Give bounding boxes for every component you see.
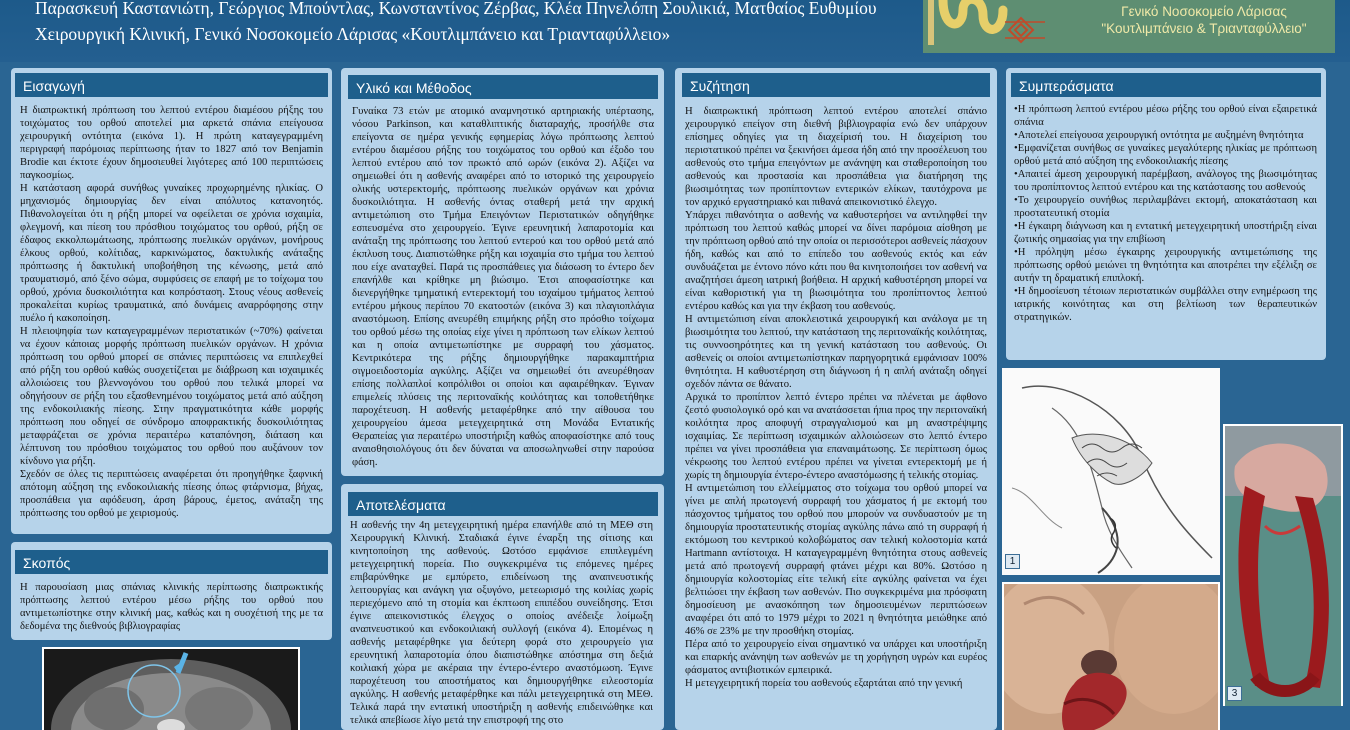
authors: Παρασκευή Καστανιώτη, Γεώργιος Μπούντλας, Κωνσταντίνος Ζέρβας, Κλέα Πηνελόπη Σουλικιά, Ματθαίος Ευθυμίου [35, 0, 877, 18]
intro-body [20, 104, 323, 520]
conclusion-item: •Απαιτεί άμεση χειρουργική παρέμβαση, ανάλογος της βιωσιμότητας του προπίπτοντος λεπτού εντέρου και της κατάστασης του ασθενούς [1014, 169, 1317, 193]
results-heading: Αποτελέσματα [348, 492, 658, 516]
intestine-logo-icon [923, 0, 1053, 53]
intro-panel [11, 68, 332, 534]
affiliation: Χειρουργική Κλινική, Γενικό Νοσοκομείο Λάρισας «Κουτλιμπάνειο και Τριανταφύλλειο» [35, 24, 671, 44]
resected-bowel-graphic [1225, 426, 1341, 706]
logo-line-2: "Κουτλιμπάνειο & Τριανταφύλλειο" [1101, 21, 1307, 36]
discussion-paragraph: Η μετεγχειρητική πορεία του ασθενούς εξαρτάται από την γενική [685, 678, 963, 689]
poster-header [0, 0, 1350, 62]
discussion-paragraph: Η αντιμετώπιση είναι αποκλειστικά χειρουργική και ανάλογα με τη βιωσιμότητα του λεπτού, την κατάσταση της περιτοναϊκής κοιλότητας, τις συννοσηρότητες και τη γενική κατάσταση του ασθενούς. Οι ασθενείς οι οποίοι αντιμετωπίστηκαν παρηγορητικά εμφάνισαν 100% θνητότητα. Η καθυστέρηση στη διάγνωση ή η απλή ανάταξη οδηγεί σχεδόν πάντα σε θάνατο. [685, 314, 987, 390]
discussion-paragraph: Αρχικά το προπίπτον λεπτό έντερο πρέπει να πλένεται με άφθονο ζεστό φυσιολογικό ορό και να ανατάσσεται ήπια προς την περιτοναϊκή κοιλότητα προς αποφυγή στραγγαλισμού και μη αναστρέψιμης ισχαιμίας. Σε περίπτωση ισχαιμικών αλλοιώσεων στο λεπτό έντερο πρέπει να γίνει προσπάθεια για επαναιμάτωσης. Σε περίπτωση όμως νέκρωσης του λεπτού εντέρου πρέπει να γίνεται εντερεκτομή με ή χωρίς τη δημιουργία έντερο-έντερο αναστόμωσης ή τελικής στομίας. [685, 392, 987, 481]
conclusion-item: •Η πρόληψη μέσω έγκαιρης χειρουργικής αντιμετώπισης της πρόπτωσης ορθού μειώνει τη θνητότητα και αποτρέπει την εξέλιξη σε αυτήν τη δραματική επιπλοκή. [1014, 247, 1317, 284]
intro-paragraph: Σχεδόν σε όλες τις περιπτώσεις αναφέρεται ότι προηγήθηκε ξαφνική απότομη αύξηση της ενδοκοιλιακής πίεσης όπως φτάρνισμα, βήχας, προσπάθεια για αφόδευση, άρση βάρους, έμετος, ανάταξη της πρόπτωσης του ορθού με χειρισμούς. [20, 469, 323, 519]
methods-heading: Υλικό και Μέθοδος [348, 75, 658, 99]
conclusion-item: •Η πρόπτωση λεπτού εντέρου μέσω ρήξης του ορθού είναι εξαιρετικά σπάνια [1014, 104, 1317, 128]
results-panel [341, 484, 664, 730]
conclusion-item: •Εμφανίζεται συνήθως σε γυναίκες μεγαλύτερης ηλικίας με πρόπτωση ορθού μετά από αύξηση της ενδοκοιλιακής πίεσης [1014, 143, 1317, 167]
discussion-paragraph: Πέρα από το χειρουργείο είναι σημαντικό να υπάρχει και υποστήριξη και επαρκής ανάνηψη των ασθενών με τη χορήγηση υγρών και ευρέος φάσματος αντιβιοτικών εμπειρικά. [685, 639, 987, 676]
anatomy-drawing [1002, 368, 1220, 575]
methods-panel [341, 68, 664, 476]
aim-panel [11, 542, 332, 640]
conclusions-body [1014, 103, 1317, 324]
discussion-body [685, 105, 987, 690]
conclusions-panel [1006, 68, 1326, 360]
conclusion-item: •Το χειρουργείο συνήθως περιλαμβάνει εκτομή, αποκατάσταση και προστατευτική στομία [1014, 195, 1317, 219]
discussion-heading: Συζήτηση [682, 73, 990, 97]
aim-body: Η παρουσίαση μιας σπάνιας κλινικής περίπτωσης διαπρωκτικής πρόπτωσης λεπτού εντέρου μέσω ρήξης του ορθού που αντιμετωπίστηκε στην κλινική μας, καθώς και η συσχέτισή της με τα δεδομένα της διεθνούς βιβλιογραφίας [20, 582, 323, 632]
discussion-paragraph: Η διαπρωκτική πρόπτωση λεπτού εντέρου αποτελεί σπάνιο χειρουργικό επείγον στη διεθνή βιβλιογραφία ενώ δεν υπάρχουν επίσημες οδηγίες για τη διαχείρισή του. Η διαχείριση του περιστατικού πρέπει να ξεκινήσει άμεσα ήδη από την προσέλευση του ασθενούς στο τμήμα επειγόντων με ανάνηψη και σταθεροποίηση του ασθενούς και προστασία και προσπάθεια για διατήρηση της βιωσιμότητας των προπίπτοντων εντερικών ελίκων, ταυτόχρονα με τον αρχικό εργαστηριακό και πιθανά απεικονιστικό έλεγχο. [685, 106, 987, 208]
ct-scan-graphic [44, 649, 298, 730]
results-body: Η ασθενής την 4η μετεγχειρητική ημέρα επανήλθε από τη ΜΕΘ στη Χειρουργική Κλινική. Σταδιακά έγινε έναρξη της σίτισης και κινητοποίηση της ασθενούς. Ωστόσο εμφάνισε επιπλεγμένη μετεγχειρητική πορεία. Πιο συγκεκριμένα τις επόμενες ημέρες επιβαρύνθηκε με εμπύρετο, επιδείνωση της αναπνευστικής λειτουργίας και ανάγκη για οξυγόνο, μετεωρισμό της κοιλίας χωρίς περιεχόμενο από τη στομία και έκπτωση επιπέδου συνείδησης. Έτσι έγινε απεικονιστικός έλεγχος ο οποίος ανέδειξε λοίμωξη αναπνευστικού και ενδοκοιλιακή συλλογή (εικόνα 4). Επομένως η ασθενής μεταφέρθηκε για δεύτερη φορά στο χειρουργείο για ερευνητική λαπαροτομία όπου διαπιστώθηκε απόστημα στη δεξιά κοιλιακή χώρα με ακέραια την έντερο-έντερο αναστόμωση. Έγινε παροχέτευση του αποστήματος και δημιουργήθηκε ειλεοστομία αγκύλης. Η ασθενής μεταφέρθηκε και πάλι μετεγχειρητικά στη ΜΕΘ. Τελικά παρά την εντατική υποστήριξη η ασθενής επιδεινώθηκε και τελικά απεβίωσε λίγο μετά την επιστροφή της στο [350, 520, 653, 726]
logo-line-1: Γενικό Νοσοκομείο Λάρισας [1121, 4, 1287, 19]
figure-1-number: 1 [1005, 554, 1020, 569]
hospital-logo [923, 0, 1335, 53]
clinical-photo-graphic [1004, 584, 1218, 730]
intro-heading: Εισαγωγή [15, 73, 328, 97]
conclusion-item: •Η έγκαιρη διάγνωση και η εντατική μετεγχειρητική υποστήριξη είναι ζωτικής σημασίας για την επιβίωση [1014, 221, 1317, 245]
intro-paragraph: Η διαπρωκτική πρόπτωση του λεπτού εντέρου διαμέσου ρήξης του τοιχώματος του ορθού αποτελεί μια αρκετά σπάνια επείγουσα χειρουργική οντότητα (εικόνα 1). Η πρώτη καταγεγραμμένη περιγραφή παρόμοιας περίπτωσης ήταν το 1827 από τον Benjamin Brodie και έκτοτε έχουν δημοσιευθεί λιγότερες από 100 περιπτώσεις παγκοσμίως. [20, 105, 323, 181]
conclusion-item: •Αποτελεί επείγουσα χειρουργική οντότητα με αυξημένη θνητότητα [1014, 130, 1304, 141]
discussion-paragraph: Η αντιμετώπιση του ελλείμματος στο τοίχωμα του ορθού μπορεί να γίνει με απλή πρωτογενή συρραφή του χάσματος ή με εκτομή του πάσχοντος τμήματος του ορθού που μπορούν να συνδυαστούν με τη δημιουργία προστατευτικής στομίας αγκύλης πάνω από τη συρραφή ή εκτόμωση του κεντρικού κολοβώματος σαν τελική κολοστομία κατά Hartmann αντίστοιχα. Η καταγεγραμμένη θνητότητα στους ασθενείς μετά από πρωτογενή συρραφή φτάνει μέχρι και 80%. Ωστόσο η δημιουργία κολοστομίας είτε τελική είτε αγκύλης φαίνεται να έχει βελτιώσει την έκβαση των ασθενών. Πιο συγκεκριμένα μια πρόσφατη δημοσίευση με ανασκόπηση των δημοσιευμένων περιπτώσεων αναφέρει ότι από το 1979 μέχρι το 2021 η θνητότητα μειώθηκε από 46% σε 23% με την προσθήκη στομίας. [685, 483, 987, 637]
resected-bowel-photo [1223, 424, 1343, 706]
discussion-paragraph: Υπάρχει πιθανότητα ο ασθενής να καθυστερήσει να αντιληφθεί την πρόπτωση του λεπτού καθώς μπορεί να δίνει παρόμοια αίσθηση με την πρόπτωση ορθού από την οποία οι περισσότεροι ασθενείς πάσχουν ήδη, καθώς και από το επίπεδο του ασθενούς εκτός και εάν συνδυάζεται με έντονο πόνο κάτι που θα κινητοποιήσει τον ασθενή να αναζητήσει άμεση ιατρική βοήθεια. Η αρχική καθυστέρηση μπορεί να είναι καθοριστική για τη βιωσιμότητα του προπίπτοντος λεπτού εντέρου καθώς και για την έκβαση του ασθενούς. [685, 210, 987, 312]
figure-3-number: 3 [1227, 686, 1242, 701]
conclusions-heading: Συμπεράσματα [1011, 73, 1321, 97]
intro-paragraph: Η κατάσταση αφορά συνήθως γυναίκες προχωρημένης ηλικίας. Ο μηχανισμός δημιουργίας δεν είναι απόλυτος κατανοητός. Πιθανολογείται ότι η ρήξη μπορεί να οφείλεται σε χρόνια ισχαιμία, φλεγμονή, και πίεση του πρόσθιου τοιχώματος του ορθού, ρήξη σε έδαφος εκκολπωμάτωσης, πρόπτωσης πυελικών οργάνων, μονήρους έλκους ορθού, κολίτιδας, καρκινώματος, δακτυλικής ανάταξης πρόπτωσης ή δακτυλική υποβοήθηση της κένωσης, μετά από τραυματισμό, από ξένο σώμα, συμφύσεις σε επαφή με το τοίχωμα του ορθού, χρόνια δυσκοιλιότητα και κοπρόσταση. Στους νέους ασθενείς προκαλείται κυρίως τραυματικά, από δυνάμεις αναρρόφησης στην πυέλο ή κακοποίηση. [20, 183, 323, 324]
intro-paragraph: Η πλειοψηφία των καταγεγραμμένων περιστατικών (~70%) φαίνεται να έχουν κάποιας μορφής πρόπτωση πυελικών οργάνων. Η χρόνια πρόπτωση του ορθού μπορεί σε σπάνιες περιπτώσεις να επιπλεχθεί από ρήξη του ορθού καθώς συσχετίζεται με διάβρωση και ισχαιμικές αλλοιώσεις του βλεννογόνου του ορθού που τελικά μπορεί να οδηγήσουν σε ρήξη του εξασθενημένου τοιχώματος μετά από αύξηση της ενδοκοιλιακής πίεσης. Στην πραγματικότητα κάθε μορφής πρόπτωση που οδηγεί σε σύνδρομο αποφρακτικής δυσκοιλιότητας μεταφράζεται σε χρόνια περαιτέρω καταπόνηση, διάταση και λέπτυνση του πρόσθιου τοιχώματος του ορθού που αυξάνουν τον κίνδυνο για ρήξη. [20, 326, 323, 467]
methods-body: Γυναίκα 73 ετών με ατομικό αναμνηστικό αρτηριακής υπέρτασης, νόσου Parkinson, και καταθλιπτικής διαταραχής, προσήλθε στα επείγοντα σε ημέρα γενικής εφημερίας λόγω πρόπτωσης λεπτού εντέρου διαμέσου ρήξης του τοιχώματος του ορθού και έξοδο του λεπτού εντέρου από τον πρωκτό από ωρών (εικόνα 2). Αξίζει να σημειωθεί ότι η ασθενής αναφέρει από το ιστορικό της χειρουργείο ολικής υστερεκτομής, πρόπτωσης πυελικών οργάνων και χρόνια δυσκοιλιότητα. Η ασθενής όντας σταθερή μετά την αρχική αντιμετώπιση στο Τμήμα Επειγόντων Περιστατικών οδηγήθηκε εσπευσμένα στο χειρουργείο. Έγινε ερευνητική λαπαροτομία και ανάταξη της πρόπτωσης του λεπτού εντερού και του ορθού μετά από έκπλυση τους. Διαπιστώθηκε ρήξη και ισχαιμία στο τμήμα του λεπτού που είχε αναταχθεί. Παρά τις προσπάθειες για διάσωση το έντερο δεν επανήλθε και κρίθηκε μη βιώσιμο. Έτσι αποφασίστηκε και διενεργήθηκε τμηματική εντερεκτομή του ισχαίμου τμήματος λεπτού εντέρου μήκους περίπου 70 εκατοστών (εικόνα 3) και πλαγιοπλάγια αναστόμωση. Επίσης ανευρέθη επιμήκης ρήξη στο πρόσθιο τοίχωμα του ορθού μέσω της οποίας είχε γίνει η πρόπτωση των ελίκων λεπτού και η οποία αντιμετωπίστηκε με συρραφή του χάσματος. Κεντρικότερα της ρήξης δημιουργήθηκε παρακαμπτήρια σιγμοειδοστομία αγκύλης. Αξίζει να σημειωθεί ότι ανευρέθησαν επίσης πολλαπλοί κοπρόλιθοι οι οποίοι και αφαιρέθηκαν. Έγιναν επιμελείς πλύσεις της περιτοναϊκής κοιλότητας και τοποθετήθηκε παροχέτευση. Η ασθενής μεταφέρθηκε από την αίθουσα του χειρουργείου άμεσα μετεγχειρητικά στη Μονάδα Εντατικής Θεραπείας για περαιτέρω υποστήριξη καθώς αποφασίστηκε από τους αναισθησιολόγους ότι δεν δύναται να αποσωληνωθεί στην παρούσα φάση. [352, 106, 654, 468]
discussion-panel [675, 68, 997, 730]
ct-scan-image [42, 647, 300, 730]
conclusion-item: •Η δημοσίευση τέτοιων περιστατικών συμβάλλει στην ενημέρωση της ιατρικής κοινότητας και στη βελτίωση των θεραπευτικών στρατηγικών. [1014, 286, 1317, 323]
anatomy-illustration [1002, 368, 1220, 575]
aim-heading: Σκοπός [15, 550, 328, 574]
clinical-photo [1002, 582, 1220, 730]
